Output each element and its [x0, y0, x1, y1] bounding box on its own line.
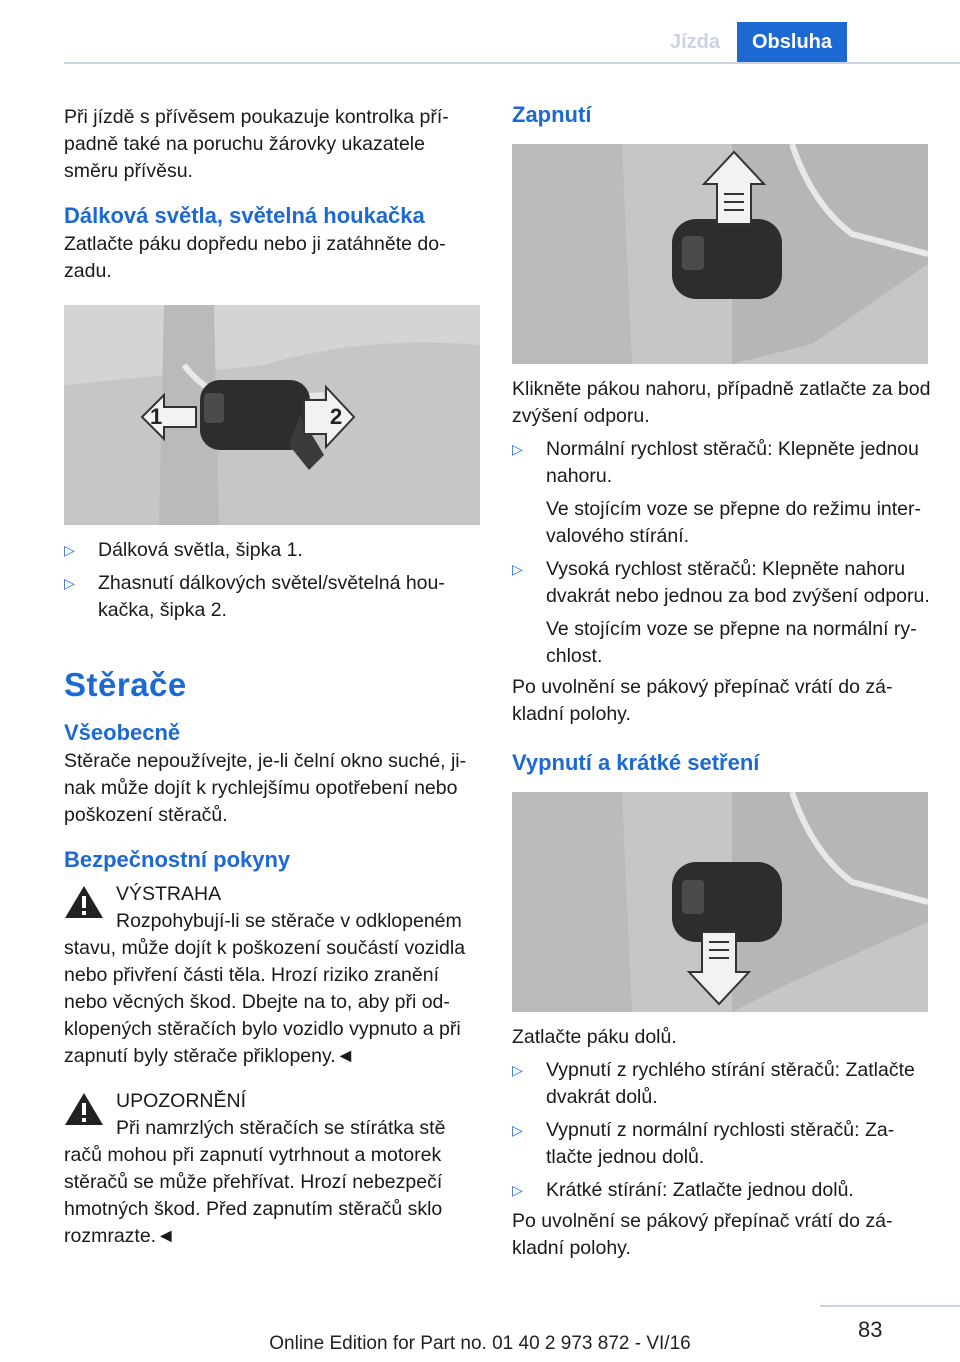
wiper-on-heading: Zapnutí [512, 102, 592, 127]
warning-block [64, 881, 484, 1070]
footer-rule [820, 1305, 960, 1307]
notice-label: UPOZORNĚNÍ [116, 1090, 247, 1112]
wiper-off-heading: Vypnutí a krátké setření [512, 750, 760, 775]
warning-label: VÝSTRAHA [116, 883, 222, 905]
tab-jizda[interactable]: Jízda [655, 22, 735, 62]
tab-obsluha[interactable]: Obsluha [737, 22, 847, 62]
warning-triangle-icon [64, 885, 104, 919]
intro-paragraph: Při jízdě s přívěsem poukazuje kontrolka případně také na poruchu žárovky ukazatele směru přívěsu. [64, 106, 449, 182]
list-item: ▷ Vypnutí z normální rychlosti stěračů: Zatlačte jednou dolů. [512, 1119, 895, 1168]
edition-footer: Online Edition for Part no. 01 40 2 973 872 - VI/16 [269, 1333, 691, 1354]
notice-block [64, 1088, 484, 1250]
list-item: ▷ Normální rychlost stěračů: Klepněte jednou nahoru. Ve stojícím voze se přepne do režimu intervalového stírání. [512, 438, 922, 547]
list-item: ▷ Krátké stírání: Zatlačte jednou dolů. [512, 1177, 932, 1204]
list-item: ▷ Zhasnutí dálkových světel/světelná houkačka, šipka 2. [64, 572, 445, 621]
general-text: Stěrače nepoužívejte, je-li čelní okno suché, jinak může dojít k rychlejšímu opotřebení nebo poškození stěračů. [64, 750, 467, 826]
wiper-on-list [512, 436, 932, 670]
list-item: ▷ Vypnutí z rychlého stírání stěračů: Zatlačte dvakrát dolů. [512, 1059, 915, 1108]
triangle-bullet-icon: ▷ [512, 1122, 523, 1138]
wiper-off-text: Zatlačte páku dolů. [512, 1026, 677, 1048]
left-column [64, 96, 484, 1250]
general-heading: Všeobecně [64, 720, 181, 745]
wiper-off-list [512, 1057, 932, 1204]
warning-text: Rozpohybují-li se stěrače v odklopeném stavu, může dojít k poškození součástí vozidla nebo přivření části těla. Hrozí riziko zranění nebo věcných škod. Dbejte na to, aby při odklopených stěračích bylo vozidlo vypnuto a při zapnutí byly stěrače přiklopeny.◄ [64, 910, 466, 1067]
triangle-bullet-icon: ▷ [512, 1062, 523, 1078]
wiper-on-text: Klikněte pákou nahoru, případně zatlačte za bod zvýšení odporu. [512, 378, 931, 427]
warning-triangle-icon [64, 1092, 104, 1126]
header-rule [64, 62, 960, 64]
high-beam-heading: Dálková světla, světelná houkačka [64, 203, 425, 228]
list-item: ▷ Dálková světla, šipka 1. [64, 537, 484, 564]
wipers-chapter-title: Stěrače [64, 666, 187, 703]
wiper-down-illustration [512, 792, 928, 1012]
high-beam-text: Zatlačte páku dopředu nebo ji zatáhněte dozadu. [64, 233, 446, 282]
high-beam-list [64, 537, 484, 624]
right-column [512, 96, 932, 1262]
wiper-off-figure [512, 792, 928, 1012]
triangle-bullet-icon: ▷ [512, 1182, 523, 1198]
stalk-illustration [64, 305, 480, 525]
triangle-bullet-icon: ▷ [512, 441, 523, 457]
page-number: 83 [858, 1317, 883, 1342]
wiper-on-figure [512, 144, 928, 364]
wiper-up-illustration [512, 144, 928, 364]
triangle-bullet-icon: ▷ [64, 575, 75, 591]
triangle-bullet-icon: ▷ [64, 542, 75, 558]
arrow-1-label: 1 [150, 404, 163, 429]
list-item: ▷ Vysoká rychlost stěračů: Klepněte nahoru dvakrát nebo jednou za bod zvýšení odporu. Ve stojícím voze se přepne na normální rychlost. [512, 558, 930, 667]
safety-heading: Bezpečnostní pokyny [64, 847, 291, 872]
wiper-off-after: Po uvolnění se pákový přepínač vrátí do základní polohy. [512, 1210, 893, 1259]
arrow-2-label: 2 [330, 404, 343, 429]
high-beam-figure [64, 305, 480, 525]
wiper-on-after: Po uvolnění se pákový přepínač vrátí do základní polohy. [512, 676, 893, 725]
notice-text: Při namrzlých stěračích se stírátka stě račů mohou při zapnutí vytrhnout a motorek stěračů se může přehřívat. Hrozí nebezpečí hmotných škod. Před zapnutím stěračů sklo rozmrazte.◄ [64, 1117, 446, 1247]
triangle-bullet-icon: ▷ [512, 561, 523, 577]
